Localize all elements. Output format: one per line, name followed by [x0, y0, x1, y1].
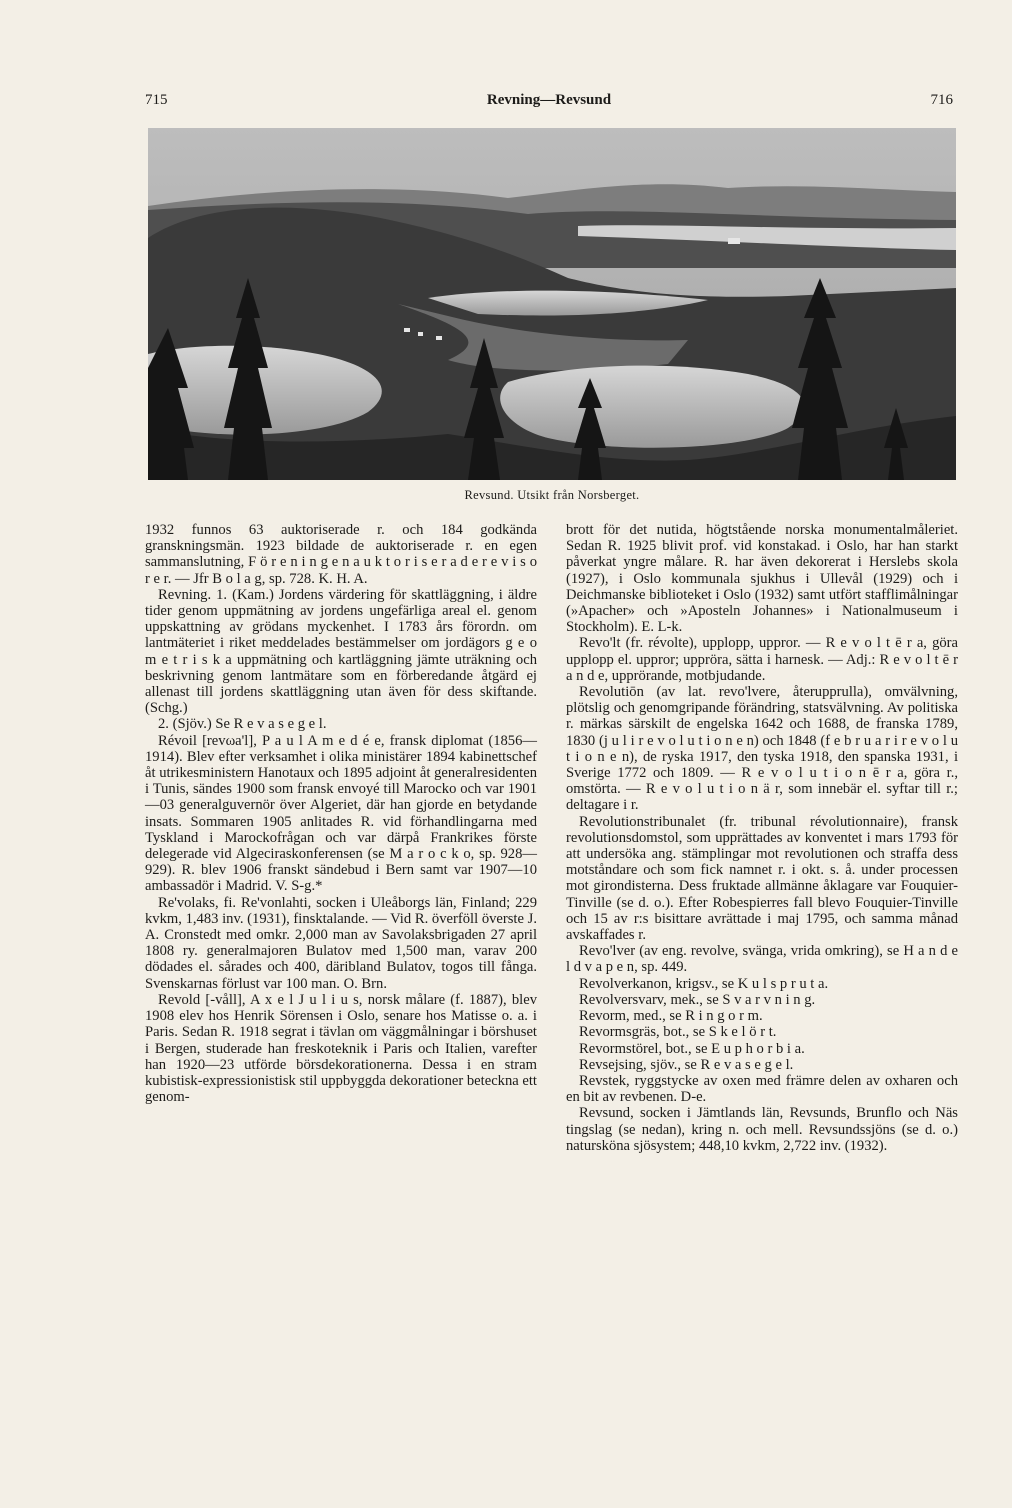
entry-revorm: Revorm, med., se R i n g o r m. [579, 1008, 763, 1025]
entry-revning: Revning. 1. (Kam.) Jordens värdering för skattläggning, i äldre tider genom uppmätning av jordens ungefärliga areal el. genom uppskattning av grödans myckenhet. I 1783 års förordn. om lantmäteriet i riket meddelades bestämmelser om jordägors g e o m e t r i s k a uppmätning och kartläggning jämte uträkning och beskrivning genom lantmätare som en förberedande åtgärd ej allenast till jordens skattläggning utan även för dess skiftande. (Schg.) [145, 586, 537, 717]
right-column [566, 522, 958, 1154]
entry-revolver: Revo'lver (av eng. revolve, svänga, vrida omkring), se H a n d e l d v a p e n, sp. 449. [566, 943, 958, 976]
page-header [145, 92, 953, 114]
landscape-photo [148, 128, 956, 480]
entry-revstek: Revstek, ryggstycke av oxen med främre delen av oxharen och en bit av revbenen. D-e. [566, 1072, 958, 1106]
entry-revsejsing: Revsejsing, sjöv., se R e v a s e g e l. [579, 1056, 794, 1073]
figure-caption: Revsund. Utsikt från Norsberget. [464, 488, 640, 502]
entry-revold-continued: brott för det nutida, högtstående norska monumentalmåleriet. Sedan R. 1925 blivit prof. vid konstakad. i Oslo, har han starkt påverkat yngre målare. R. har även dekorerat i Herslebs skola (1927), i Oslo kommunala sjukhus i Ullevål (1929) och i Deichmanske biblioteket i Oslo (1932) samt utfört stafflimålningar (»Apacher» och »Aposteln Johannes» i Nationalmuseum i Stockholm). E. L-k. [566, 522, 958, 636]
entry-paragraph: 1932 funnos 63 auktoriserade r. och 184 godkända granskningsmän. 1923 bildade de auktoriserade r. en egen sammanslutning, F ö r e n i n g e n a u k t o r i s e r a d e r e v i s o r e r. — Jfr B o l a g, sp. 728. K. H. A. [145, 522, 537, 587]
left-column [145, 522, 537, 1105]
entry-revolverkanon: Revolverkanon, krigsv., se K u l s p r u t a. [579, 975, 829, 992]
entry-revolaks: Re'volaks, fi. Re'vonlahti, socken i Uleåborgs län, Finland; 229 kvkm, 1,483 inv. (1931), finsktalande. — Vid R. överföll överste J. A. Cronstedt med omkr. 2,000 man av Savolaksbrigaden 27 april 1808 ry. generalmajoren Bulatov med 1,500 man, varav 200 dödades el. sårades och 400, däribland Bulatov, togos till fånga. Svenskarnas förlust var 100 man. O. Brn. [145, 894, 537, 992]
entry-revolutionstribunalet: Revolutionstribunalet (fr. tribunal révolutionnaire), fransk revolutionsdomstol, som upprättades av konventet i mars 1793 för att undersöka ang. stämplingar mot revolutionen och straffa dess motståndare och som fick namnet r. i okt. s. å. under processen mot girondisterna. Dess fruktade allmänne åklagare var Fouquier-Tinville (se d. o.). Efter Robespierres fall blevo Fouquier-Tinville och 15 av r:s bisittare avrättade i maj 1795, och samma månad avskaffades r. [566, 813, 958, 944]
entry-revolution: Revolutiōn (av lat. revo'lvere, återupprulla), omvälvning, plötslig och genomgripande förändring, statsvälvning. Av politiska r. märkas särskilt de engelska 1642 och 1688, de franska 1789, 1830 (j u l i r e v o l u t i o n e n) och 1848 (f e b r u a r i r e v o l u t i o n e n), de ryska 1917, den tyska 1918, den spanska 1931, i Sverige 1772 och 1809. — R e v o l u t i o n ē r a, göra r., omstörta. — R e v o l u t i o n ä r, som innebär el. syftar till r.; deltagare i r. [566, 684, 958, 814]
landscape-photo-illustration [148, 128, 956, 480]
entry-revolversvarv: Revolversvarv, mek., se S v a r v n i n g. [579, 991, 816, 1008]
entry-revormsgras: Revormsgräs, bot., se S k e l ö r t. [579, 1024, 777, 1041]
entry-revoil: Révoil [revωa'l], P a u l A m e d é e, fransk diplomat (1856—1914). Blev efter verksamhet i olika ministärer 1894 kabinettschef åt utrikesministern Hanotaux och 1895 adjoint åt generalresidenten i Tunis, sändes 1900 som fransk envoyé till Marocko och var 1901—03 generalguvernör över Algeriet, där han gjorde en betydande insats. Sommaren 1905 anlitades R. vid förhandlingarna med Tyskland i Marockofrågan och var därpå Frankrikes förste delegerade vid Algeciraskonferensen (se M a r o c k o, sp. 928—929). R. blev 1906 franskt sändebud i Bern samt var 1907—10 ambassadör i Madrid. V. S-g.* [145, 732, 537, 895]
entry-revning-2: 2. (Sjöv.) Se R e v a s e g e l. [158, 716, 327, 733]
entry-revsund: Revsund, socken i Jämtlands län, Revsunds, Brunflo och Näs tingslag (se nedan), kring n. och mell. Revsundssjöns (se d. o.) natursköna sjösystem; 448,10 kvkm, 2,722 inv. (1932). [566, 1105, 958, 1154]
running-title: Revning—Revsund [486, 92, 612, 108]
entry-revold: Revold [-våll], A x e l J u l i u s, norsk målare (f. 1887), blev 1908 elev hos Henrik Sörensen i Oslo, senare hos Matisse o. a. i Paris. Sedan R. 1918 segrat i tävlan om väggmålningar i börshuset i Bergen, studerade han freskoteknik i Paris och Italien, varefter han 1920—23 utförde börsdekorationerna. Dessa i en stram kubistisk-expressionistisk stil uppbyggda dekorationer betecknа ett genom- [145, 991, 537, 1106]
entry-revolt: Revo'lt (fr. révolte), upplopp, uppror. — R e v o l t ē r a, göra upplopp el. uppror; uppröra, sätta i harnesk. — Adj.: R e v o l t ē r a n d e, upprörande, motbjudande. [566, 635, 958, 684]
page-number-right: 716 [930, 92, 953, 108]
entry-revormstorel: Revormstörel, bot., se E u p h o r b i a. [579, 1040, 805, 1057]
page-number-left: 715 [145, 92, 168, 108]
